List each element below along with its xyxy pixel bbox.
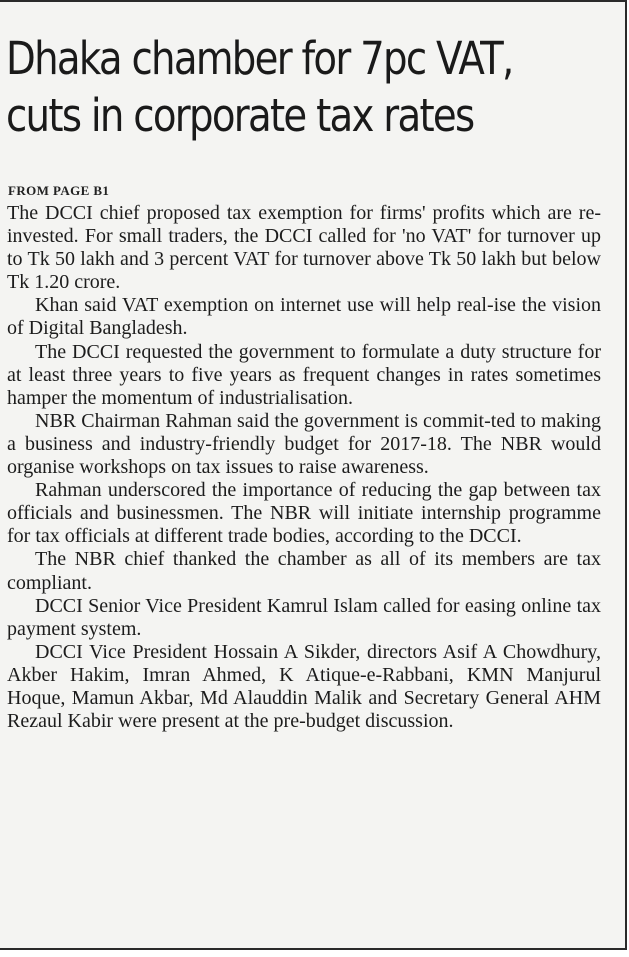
article-paragraph-2: Khan said VAT exemption on internet use will help real-ise the vision of Digital Bangladesh. (7, 294, 601, 340)
article-paragraph-5: Rahman underscored the importance of reducing the gap between tax officials and businessmen. The NBR will initiate internship programme for tax officials at different trade bodies, according to the DCCI. (7, 479, 601, 548)
article-paragraph-3: The DCCI requested the government to formulate a duty structure for at least three years to five years as frequent changes in rates sometimes hamper the momentum of industrialisation. (7, 340, 601, 409)
article-body (7, 202, 601, 733)
article-paragraph-7: DCCI Senior Vice President Kamrul Islam called for easing online tax payment system. (7, 594, 601, 640)
headline-line-1: Dhaka chamber for 7pc VAT, (6, 32, 513, 85)
article-headline (6, 30, 531, 144)
article-paragraph-6: The NBR chief thanked the chamber as all of its members are tax compliant. (7, 548, 601, 594)
article-paragraph-8: DCCI Vice President Hossain A Sikder, directors Asif A Chowdhury, Akber Hakim, Imran Ahmed, K Atique-e-Rabbani, KMN Manjurul Hoque, Mamun Akbar, Md Alauddin Malik and Secretary General AHM Rezaul Kabir were present at the pre-budget discussion. (7, 640, 601, 733)
continuation-dateline: FROM PAGE B1 (8, 183, 110, 198)
article-paragraph-1: The DCCI chief proposed tax exemption for firms' profits which are re-invested. For small traders, the DCCI called for 'no VAT' for turnover up to Tk 50 lakh and 3 percent VAT for turnover above Tk 50 lakh but below Tk 1.20 crore. (7, 202, 601, 294)
article-paragraph-4: NBR Chairman Rahman said the government is commit-ted to making a business and industry-friendly budget for 2017-18. The NBR would organise workshops on tax issues to raise awareness. (7, 409, 601, 479)
headline-line-2: cuts in corporate tax rates (6, 89, 474, 142)
